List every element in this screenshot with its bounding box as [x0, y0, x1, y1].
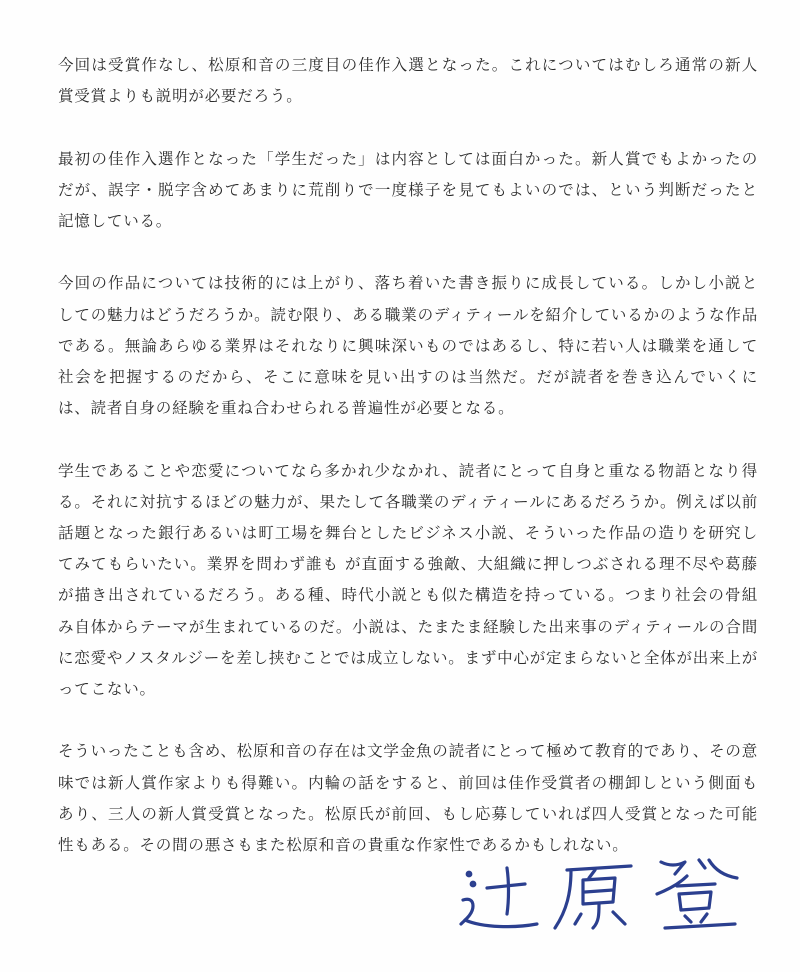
paragraph-3: 今回の作品については技術的には上がり、落ち着いた書き振りに成長している。しかし小説としての魅力はどうだろうか。読む限り、ある職業のディティールを紹介しているかのような作品である。無論あらゆる業界はそれなりに興味深いものではあるし、特に若い人は職業を通して社会を把握するのだから、そこに意味を見い出すのは当然だ。だが読者を巻き込んでいくには、読者自身の経験を重ね合わせられる普遍性が必要となる。 [58, 274, 758, 418]
signature-char-nobori [657, 860, 737, 928]
paragraph-2: 最初の佳作入選作となった「学生だった」は内容としては面白かった。新人賞でもよかったのだが、誤字・脱字含めてあまりに荒削りで一度様子を見てもよいのでは、という判断だったと記憶している。 [58, 149, 758, 230]
paragraph-5: そういったことも含め、松原和音の存在は文学金魚の読者にとって極めて教育的であり、その意味では新人賞作家よりも得難い。内輪の話をすると、前回は佳作受賞者の棚卸しという側面もあり、三人の新人賞受賞となった。松原氏が前回、もし応募していれば四人受賞となった可能性もある。その間の悪さもまた松原和音の貴重な作家性であるかもしれない。 [58, 742, 758, 855]
signature-drawing [455, 848, 755, 938]
paragraph-4: 学生であることや恋愛についてなら多かれ少なかれ、読者にとって自身と重なる物語となり得る。それに対抗するほどの魅力が、果たして各職業のディティールにあるだろうか。例えば以前話題となった銀行あるいは町工場を舞台としたビジネス小説、そういった作品の造りを研究してみてもらいたい。業界を問わず誰も が直面する強敵、大組織に押しつぶされる理不尽や葛藤が描き出されているだろう。ある種、時代小説とも似た構造を持っている。つまり社会の骨組み自体からテーマが生まれているのだ。小説は、たまたま経験した出来事のディティールの合間に恋愛やノスタルジーを差し挟むことでは成立しない。まず中心が定まらないと全体が出来上がってこない。 [58, 461, 758, 699]
signature-char-tsuji [461, 868, 537, 927]
signature-char-hara [555, 866, 631, 928]
handwritten-signature [455, 848, 755, 938]
review-text [58, 50, 758, 892]
paragraph-1: 今回は受賞作なし、松原和音の三度目の佳作入選となった。これについてはむしろ通常の新人賞受賞よりも説明が必要だろう。 [58, 56, 758, 106]
